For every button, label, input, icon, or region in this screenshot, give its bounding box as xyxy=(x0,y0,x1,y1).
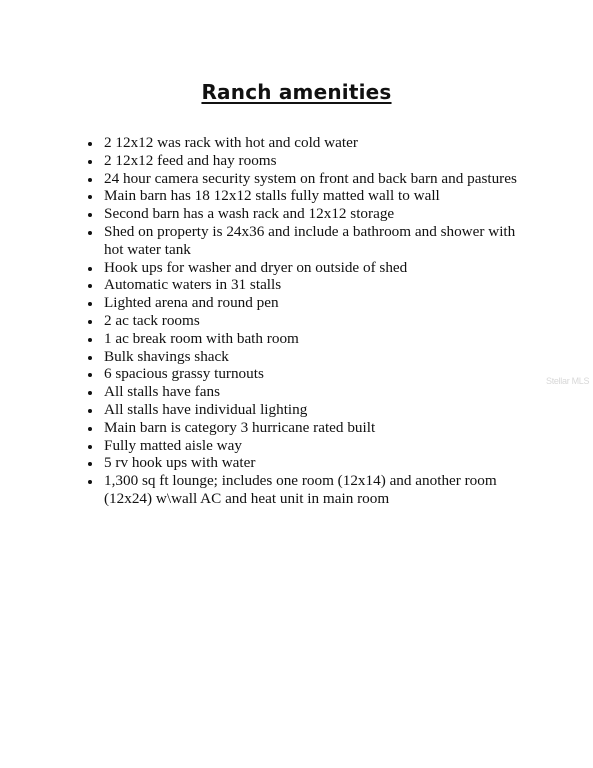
list-item: 2 ac tack rooms xyxy=(104,312,524,330)
list-item: 24 hour camera security system on front and back barn and pastures xyxy=(104,170,524,188)
list-item: 1 ac break room with bath room xyxy=(104,330,524,348)
list-item: All stalls have fans xyxy=(104,383,524,401)
amenity-list xyxy=(104,134,524,508)
list-item: 2 12x12 feed and hay rooms xyxy=(104,152,524,170)
list-item: 2 12x12 was rack with hot and cold water xyxy=(104,134,524,152)
list-item: Hook ups for washer and dryer on outside of shed xyxy=(104,259,524,277)
list-item: Main barn is category 3 hurricane rated built xyxy=(104,419,524,437)
list-item: Bulk shavings shack xyxy=(104,348,524,366)
page-title: Ranch amenities xyxy=(201,80,392,104)
list-item: Lighted arena and round pen xyxy=(104,294,524,312)
watermark: Stellar MLS xyxy=(546,376,590,386)
list-item: Main barn has 18 12x12 stalls fully matted wall to wall xyxy=(104,187,524,205)
list-item: Shed on property is 24x36 and include a bathroom and shower with hot water tank xyxy=(104,223,524,259)
list-item: 5 rv hook ups with water xyxy=(104,454,524,472)
list-item: Automatic waters in 31 stalls xyxy=(104,276,524,294)
list-item: Fully matted aisle way xyxy=(104,437,524,455)
list-item: 6 spacious grassy turnouts xyxy=(104,365,524,383)
list-item: All stalls have individual lighting xyxy=(104,401,524,419)
list-item: 1,300 sq ft lounge; includes one room (12x14) and another room (12x24) w\wall AC and heat unit in main room xyxy=(104,472,524,508)
list-item: Second barn has a wash rack and 12x12 storage xyxy=(104,205,524,223)
